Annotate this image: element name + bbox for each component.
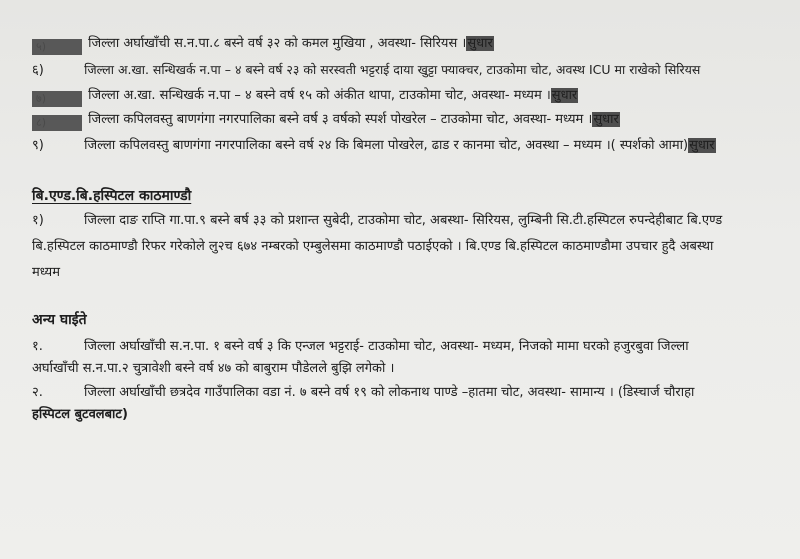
section-paragraph [32,210,792,284]
item-text: जिल्ला अ.खा. सन्धिखर्क न.पा – ४ बस्ने वर्ष २३ को सरस्वती भट्टराई दाया खुट्टा फ्याक्चर, टाउकोमा चोट, अवस्थ ICU मा राखेको सिरियस [84,62,701,77]
paragraph-text: जिल्ला दाङ राप्ति गा.पा.९ बस्ने बर्ष ३३ को प्रशान्त सुबेदी, टाउकोमा चोट, अबस्था- सिरियस, लुम्बिनी सि.टी.हस्पिटल रुपन्देहीबाट बि.एण्ड [84,213,723,228]
paragraph-line: मध्यम [32,265,60,280]
paragraph-line: हस्पिटल बुटवलबाट) [32,407,128,422]
paragraph-line [32,382,792,404]
redaction-mark: ७) [32,91,82,107]
item-text: जिल्ला अ.खा. सन्धिखर्क न.पा – ४ बस्ने वर्ष १५ को अंकीत थापा, टाउकोमा चोट, अवस्था- मध्यम । [88,88,551,103]
redaction-mark: ५) [32,39,82,55]
list-item [32,112,620,131]
list-item [32,36,494,55]
status-tag: सुधार [593,112,619,127]
paragraph-line: बि.हस्पिटल काठमाण्डौ रिफर गरेकोले लु२च ६७४ नम्बरको एम्बुलेसमा काठमाण्डौ पठाईएको । बि.एण्ड बि.हस्पिटल काठमाण्डौमा उपचार हुदै अबस्था [32,239,714,254]
redaction-mark: ८) [32,115,82,131]
status-tag: सुधार [467,36,493,51]
section-paragraph [32,336,792,426]
paragraph-text: जिल्ला अर्घाखाँची स.न.पा. १ बस्ने वर्ष ३ कि एन्जल भट्टराई- टाउकोमा चोट, अवस्था- मध्यम, निजको मामा घरको हजुरबुवा जिल्ला [84,339,689,354]
list-item [32,88,578,107]
section-heading: अन्य घाईते [32,312,87,328]
paragraph-line [32,336,792,358]
paragraph-text: जिल्ला अर्घाखाँची छत्रदेव गाउँपालिका वडा नं. ७ बस्ने वर्ष १९ को लोकनाथ पाण्डे –हातमा चोट, अवस्था- सामान्य । (डिस्चार्ज चौराहा [84,385,695,400]
item-number: ९) [32,138,44,153]
item-text: जिल्ला अर्घाखाँची स.न.पा.८ बस्ने वर्ष ३२ को कमल मुखिया , अवस्था- सिरियस । [88,36,467,51]
paragraph-line: अर्घाखाँची स.न.पा.२ चुत्रावेशी बस्ने वर्ष ४७ को बाबुराम पौडेलले बुझि लगेको । [32,361,395,376]
list-item [32,62,700,79]
item-text: जिल्ला कपिलवस्तु बाणगंगा नगरपालिका बस्ने वर्ष २४ कि बिमला पोखरेल, ढाड र कानमा चोट, अवस्था – मध्यम ।( स्पर्शको आमा) [84,138,689,153]
status-tag: सुधार [689,138,715,153]
item-number: १. [32,339,43,354]
paragraph-line [32,210,792,232]
item-text: जिल्ला कपिलवस्तु बाणगंगा नगरपालिका बस्ने वर्ष ३ वर्षको स्पर्श पोखरेल – टाउकोमा चोट, अवस्था- मध्यम । [88,112,593,127]
list-item [32,138,716,154]
status-tag: सुधार [551,88,578,103]
item-number: ६) [32,63,44,78]
section-heading: बि.एण्ड.बि.हस्पिटल काठमाण्डौ [32,188,192,204]
item-number: १) [32,213,44,228]
item-number: २. [32,385,43,400]
